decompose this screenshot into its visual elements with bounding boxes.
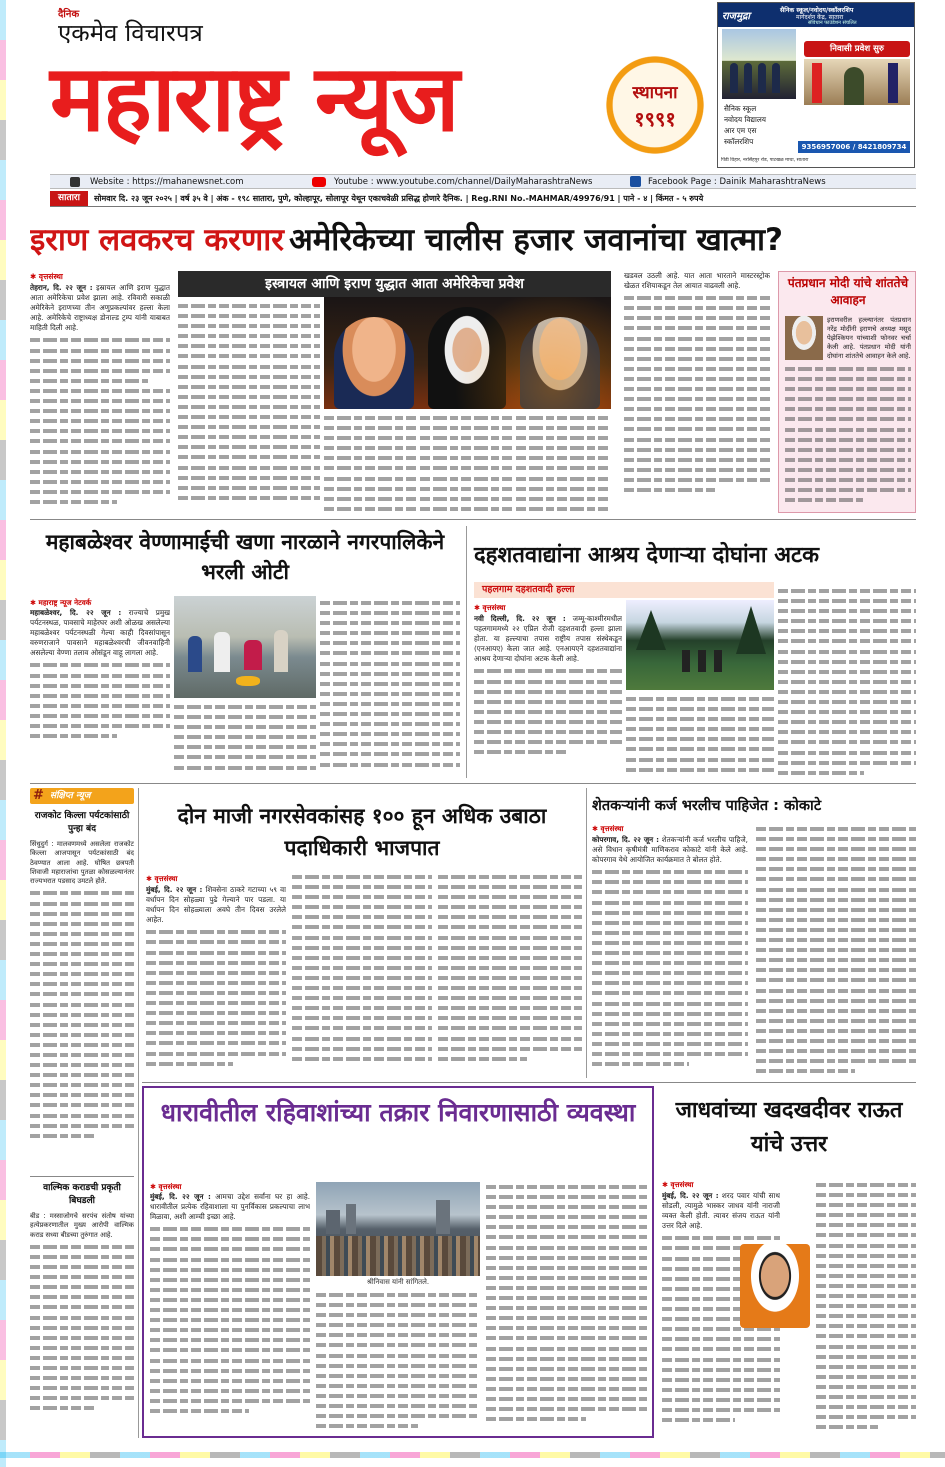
story6-col-2	[316, 1290, 480, 1432]
story6-photo	[316, 1182, 480, 1276]
story1-text-block	[30, 335, 170, 505]
story7-byline: ✱ वृत्तसंस्था	[662, 1180, 694, 1189]
story5-col-2	[756, 824, 916, 1074]
separator	[30, 519, 916, 520]
column-divider	[466, 526, 467, 778]
established-year: १९९१	[634, 107, 676, 131]
story2-text-more	[30, 660, 170, 740]
story1-right-col	[624, 271, 770, 513]
story1-para3: खडवल उठली आहे. यात आता भारताने मास्टरस्ट्रोक खेळत रशियाकडून तेल आयात वाढवली आहे.	[624, 271, 770, 291]
youtube-link[interactable]: Youtube : www.youtube.com/channel/DailyMaharashtraNews	[334, 177, 593, 187]
story1-byline: ✱ वृत्तसंस्था	[30, 272, 63, 281]
bullet-icon: ✱	[30, 598, 39, 607]
brief1-title: राजकोट किल्ला पर्यटकांसाठी पुन्हा बंद	[34, 811, 130, 834]
facebook-icon	[630, 176, 641, 187]
established-label: स्थापना	[632, 83, 678, 103]
story4-col-2	[292, 872, 432, 1072]
website-link[interactable]: Website : https://mahanewsnet.com	[90, 177, 244, 187]
ad-photo	[722, 29, 796, 99]
story1-lede	[30, 283, 170, 511]
story3-byline: ✱ वृत्तसंस्था	[474, 603, 506, 612]
masthead-title: महाराष्ट्र न्यूज	[50, 45, 458, 152]
story1-photo	[324, 297, 611, 409]
bottom-color-strip	[0, 1452, 945, 1458]
story2-dateline: महाबळेश्वर, दि. २२ जून :	[30, 608, 122, 617]
story4-text: मुंबई, दि. २२ जून : शिवसेना ठाकरे गटाच्या ५९ वा वर्धापन दिन सोहळ्या पुढे गेल्याने पार पडला. या वर्धापन दिन सोहळ्याला अवघे तीन दिवस उरलेले आहेत.	[146, 885, 286, 1075]
story1-column-3	[324, 413, 416, 513]
story7-dateline: मुंबई, दि. २२ जून :	[662, 1191, 719, 1200]
separator	[142, 1082, 916, 1083]
modi-box	[778, 271, 916, 513]
story3-col-3	[778, 586, 916, 778]
facebook-link[interactable]: Facebook Page : Dainik MaharashtraNews	[648, 177, 826, 187]
edition-info: सोमवार दि. २३ जून २०२५ | वर्ष ३५ वे | अंक - १९८ सातारा, पुणे, कोल्हापूर, सोलापूर येथून एकाचवेळी प्रसिद्ध होणारे दैनिक. | Reg.RNI No.-MAHMAR/49976/91 | पाने - ४ | किंमत - ५ रुपये	[94, 194, 704, 203]
ad-phones: 9356957006 / 8421809734	[798, 141, 910, 153]
story4-byline: ✱ वृत्तसंस्था	[146, 874, 178, 883]
youtube-icon	[312, 177, 326, 187]
ad-brand: राजमुद्रा	[722, 11, 750, 22]
story1-headline-red: इराण लवकरच करणार	[30, 222, 284, 258]
story4-dateline: मुंबई, दि. २२ जून :	[146, 885, 203, 894]
story5-text: कोपरगाव, दि. २२ जून : शेतकऱ्यांनी कर्ज भरलीच पाहिजे, असे विधान कृषीमंत्री माणिकराव कोकाटे यांनी केले आहे. कोपरगाव येथे आयोजित कार्यक्रमात ते बोलत होते.	[592, 835, 748, 1075]
column-divider	[586, 788, 587, 1078]
story2-col-2	[174, 702, 316, 778]
story7-col-2	[816, 1180, 916, 1438]
story7-text: मुंबई, दि. २२ जून : शरद पवार यांची साथ सोडली, त्यामुळे भास्कर जाधव यांनी नाराजी व्यक्त केली होती. त्यावर संजय राऊत यांनी उत्तर दिले आहे.	[662, 1191, 780, 1438]
brief1-text: सिंधुदुर्ग : मालवणमध्ये असलेला राजकोट किल्ला आजपासून पर्यटकांसाठी बंद ठेवण्यात आला आहे. घोषित छत्रपती शिवाजी महाराजांचा पुतळा कोसळल्यानंतर राज्यभरात पडसाद उमटले होते.	[30, 840, 134, 1170]
modi-box-title: पंतप्रधान मोदी यांचे शांततेचे आवाहन	[787, 276, 909, 307]
story4-text-more	[146, 927, 286, 1067]
story4-headline: दोन माजी नगरसेवकांसह १०० हून अधिक उबाठा पदाधिकारी भाजपात	[177, 804, 547, 860]
story3-subhead: पहलगाम दहशतवादी हल्ला	[474, 582, 774, 598]
registration-strip	[0, 0, 6, 1467]
edition-city: सातारा	[50, 191, 88, 206]
story2-byline: ✱ महाराष्ट्र न्यूज नेटवर्क	[30, 598, 92, 607]
story3-dateline: नवी दिल्ली, दि. २२ जून :	[474, 614, 566, 623]
story2-text: महाबळेश्वर, दि. २२ जून : राज्याचे प्रमुख पर्यटनस्थळ, पावसाचे माहेरघर अशी ओळख असलेल्या महाबळेश्वर पर्यटनस्थळी गेल्या काही दिवसांपासून वरुणराजाने पावसाने महाबळेश्वरची जीवनवाहिनी असलेल्या वेण्णा तलाव ओसंडून वाहू लागला आहे.	[30, 608, 170, 778]
bullet-icon: ✱	[150, 1182, 159, 1191]
story2-col-3	[320, 598, 460, 778]
bullet-icon: ✱	[30, 272, 39, 281]
edition-bar	[50, 191, 916, 207]
masthead-ad	[717, 2, 915, 168]
ad-item: स्कॉलरशिप	[724, 137, 754, 146]
separator	[30, 783, 916, 784]
story6-col-3	[486, 1182, 648, 1432]
ad-item: सैनिक स्कूल	[724, 104, 757, 113]
story1-banner: इस्त्रायल आणि इराण युद्धात आता अमेरिकेचा प्रवेश	[178, 271, 611, 297]
ad-sub2: संविधान फाउंडेशन संचलित	[808, 20, 857, 26]
website-icon	[70, 177, 80, 187]
hash-icon: #	[33, 788, 44, 803]
story6-dateline: मुंबई, दि. २२ जून :	[150, 1192, 211, 1201]
story1-dateline: तेहरान, दि. २२ जून :	[30, 283, 93, 292]
story6-byline: ✱ वृत्तसंस्था	[150, 1182, 182, 1191]
story1-right-text	[624, 293, 770, 503]
bullet-icon: ✱	[592, 824, 601, 833]
ad-officer-photo	[804, 59, 910, 105]
story2-headline: महाबळेश्वर वेण्णामाईची खणा नारळाने नगरपालिकेने भरली ओटी	[45, 530, 445, 584]
masthead-small-tag: दैनिक	[58, 9, 80, 20]
story7-photo	[740, 1244, 810, 1328]
story1-headline-black: अमेरिकेच्या चालीस हजार जवानांचा खात्मा?	[289, 222, 784, 258]
story6-box	[142, 1086, 654, 1438]
established-badge	[600, 50, 710, 160]
story3-text-more	[474, 666, 622, 756]
ad-heading: सैनिक स्कूल/नवोदय/स्कॉलरशिप	[780, 7, 854, 14]
story1-lede-text: इस्रायल आणि इराण युद्धात आता अमेरिकेचा प्रवेश झाला आहे. रविवारी सकाळी अमेरिकेने इराणच्या तीन अणुप्रकल्पांवर हल्ला केला आहे. अमेरिकेचे राष्ट्राध्यक्ष डोनाल्ड ट्रम्प यांनी याबाबत माहिती दिली आहे.	[30, 283, 170, 333]
story7-headline: जाधवांच्या खदखदीवर राऊत यांचे उत्तर	[675, 1098, 903, 1157]
story3-headline: दहशतवाद्यांना आश्रय देणाऱ्या दोघांना अटक	[474, 543, 820, 568]
story5-text-more	[592, 867, 748, 1067]
story1-column-2	[178, 301, 320, 511]
column-divider	[138, 788, 139, 1438]
brief2-text-more	[30, 1242, 134, 1422]
separator	[30, 1176, 134, 1177]
story2-photo	[174, 596, 316, 698]
modi-photo	[785, 316, 823, 360]
bullet-icon: ✱	[146, 874, 155, 883]
story5-headline: शेतकऱ्यांनी कर्ज भरलीच पाहिजेत : कोकाटे	[592, 798, 822, 814]
story6-text: मुंबई, दि. २२ जून : आमचा उद्देश सर्वांना घर हा आहे. धारावीतील प्रत्येक रहिवाशाला या पुनर्विकास प्रकल्पाचा लाभ मिळावा, अशी आम्ची इच्छा आहे.	[150, 1192, 310, 1432]
story1-column-5	[516, 413, 611, 513]
story1-column-4	[420, 413, 512, 513]
ad-item: आर एम एस	[724, 126, 757, 135]
modi-box-text: इराणवरील हल्ल्यानंतर पंतप्रधान नरेंद्र मोदींनी इराणचे अध्यक्ष मसूद पेझेश्कियन यांच्याशी फोनवर चर्चा केली आहे. पंतप्रधान मोदी यांनी दोघांना शांततेचे आवाहन केले आहे.	[827, 316, 911, 360]
modi-box-more	[785, 364, 911, 510]
sidebar-label	[30, 788, 134, 804]
sidebar-label-text: संक्षिप्त न्यूज	[50, 791, 91, 801]
ad-banner: निवासी प्रवेश सुरु	[804, 41, 910, 57]
story6-text-more	[150, 1224, 310, 1420]
masthead-tagline: एकमेव विचारपत्र	[58, 19, 203, 47]
ad-items	[724, 103, 804, 147]
story3-col-2	[626, 694, 774, 778]
story1-headline	[30, 218, 916, 262]
bullet-icon: ✱	[474, 603, 483, 612]
ad-address: पिंडी विहार, नरसिंहपुर रोड, पाटखळ माथा, सातारा	[721, 158, 809, 163]
story5-dateline: कोपरगाव, दि. २२ जून :	[592, 835, 659, 844]
brief1-text-more	[30, 888, 134, 1148]
story5-byline: ✱ वृत्तसंस्था	[592, 824, 624, 833]
story3-photo	[626, 600, 774, 690]
story6-caption: श्रीनिवास यांनी सांगितले.	[366, 1278, 430, 1286]
story6-headline: धारावीतील रहिवाशांच्या तक्रार निवारणासाठी व्यवस्था	[160, 1098, 636, 1127]
ad-item: नवोदय विद्यालय	[724, 115, 767, 124]
links-bar	[50, 174, 916, 189]
brief2-title: वाल्मिक कराडची प्रकृती बिघडली	[43, 1183, 121, 1206]
story4-col-3	[438, 872, 582, 1072]
masthead	[0, 0, 945, 172]
ad-sub: मार्गदर्शन केंद्र, सातारा	[796, 14, 844, 21]
bullet-icon: ✱	[662, 1180, 671, 1189]
story3-text: नवी दिल्ली, दि. २२ जून : जम्मू-काश्मीरमधील पहलगाममध्ये २२ एप्रिल रोजी दहशतवादी हल्ला झाला होता. या हल्ल्याचा तपास राष्ट्रीय तपास संस्थेकडून (एनआयए) केला जात आहे. एनआयएने दहशतवाद्यांना आश्रय देणाऱ्या दोघांना अटक केली आहे.	[474, 614, 622, 778]
brief2-text: बीड : मस्साजोगचे सरपंच संतोष यांच्या हत्येप्रकरणातील मुख्य आरोपी वाल्मिक कराड सध्या बीडच्या तुरुंगात आहे.	[30, 1212, 134, 1438]
